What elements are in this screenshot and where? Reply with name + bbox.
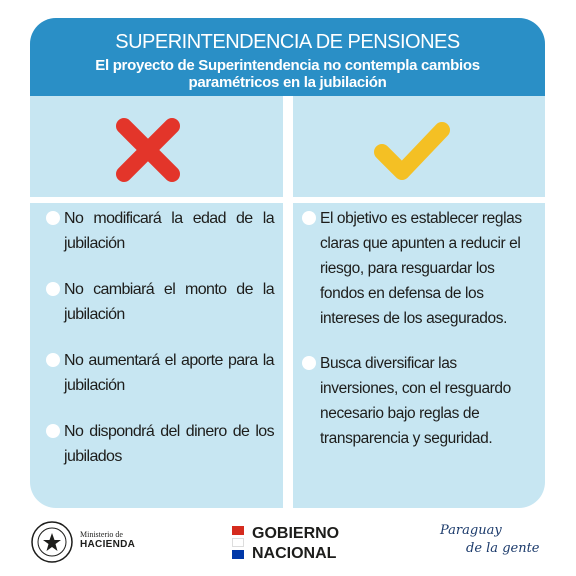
gobierno-line1: GOBIERNO [252, 525, 340, 542]
slogan-line1: Paraguay [440, 523, 502, 538]
gobierno-line2: NACIONAL [252, 545, 337, 562]
ministry-logo [80, 530, 135, 551]
ministry-label: Ministerio de [80, 530, 123, 539]
positive-list [302, 206, 532, 471]
ministry-name: HACIENDA [80, 539, 136, 550]
gobierno-text [252, 524, 372, 564]
list-item [46, 206, 274, 256]
bullet-icon [46, 424, 60, 438]
column-divider [283, 96, 293, 508]
list-item [302, 206, 532, 331]
negative-list [46, 206, 274, 490]
list-item-text: No cambiará el monto de la jubilación [64, 281, 274, 323]
row-divider [30, 197, 545, 203]
list-item-text: No aumentará el aporte para la jubilación [64, 352, 274, 394]
bullet-icon [302, 211, 316, 225]
header-banner [30, 18, 545, 96]
bullet-icon [302, 356, 316, 370]
bullet-icon [46, 282, 60, 296]
list-item-text: El objetivo es establecer reglas claras que apunten a reducir el riesgo, para resguardar los fondos en defensa de los intereses de los asegurados. [320, 210, 522, 327]
slogan-logo [440, 522, 550, 558]
list-item-text: Busca diversificar las inversiones, con el resguardo necesario bajo reglas de transparencia y seguridad. [320, 355, 511, 447]
list-item-text: No modificará la edad de la jubilación [64, 210, 274, 252]
list-item-text: No dispondrá del dinero de los jubilados [64, 423, 274, 465]
list-item [46, 277, 274, 327]
check-icon [372, 118, 452, 184]
page-title: SUPERINTENDENCIA DE PENSIONES [115, 31, 460, 53]
list-item [46, 348, 274, 398]
page-subtitle: El proyecto de Superintendencia no contempla cambios paramétricos en la jubilación [95, 57, 480, 91]
x-icon [112, 114, 184, 186]
bullet-icon [46, 211, 60, 225]
seal-icon [30, 520, 74, 564]
slogan-line2: de la gente [466, 541, 540, 556]
infographic-card [30, 18, 545, 508]
list-item [302, 351, 532, 451]
flag-icon [232, 526, 244, 560]
footer [0, 510, 576, 576]
bullet-icon [46, 353, 60, 367]
list-item [46, 419, 274, 469]
